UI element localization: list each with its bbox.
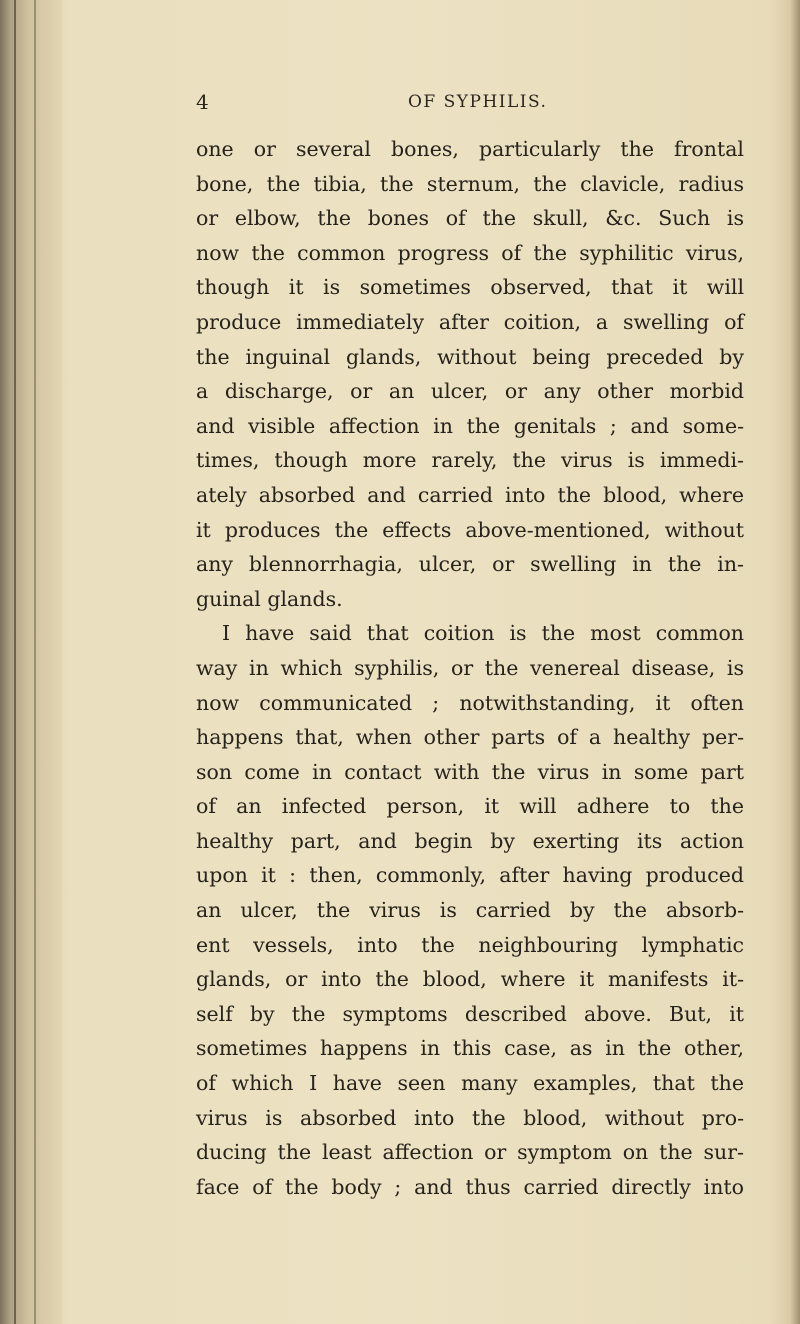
page-header [196, 90, 756, 116]
text-line: of which I have seen many examples, that the [196, 1071, 744, 1096]
binding-line [34, 0, 36, 1324]
text-line: guinal glands. [196, 586, 343, 611]
text-line: and visible affection in the genitals ; and some- [196, 413, 744, 438]
text-line: upon it : then, commonly, after having produced [196, 863, 744, 888]
text-line: the inguinal glands, without being preceded by [196, 344, 744, 369]
text-line: any blennorrhagia, ulcer, or swelling in the in- [196, 552, 744, 577]
text-line: though it is sometimes observed, that it will [196, 275, 744, 300]
text-line: ent vessels, into the neighbouring lymphatic [196, 932, 744, 957]
text-line: times, though more rarely, the virus is immedi- [196, 448, 744, 473]
text-line: I have said that coition is the most common [222, 621, 744, 646]
text-line: sometimes happens in this case, as in the other, [196, 1036, 744, 1061]
page-edge-shadow [790, 0, 800, 1324]
text-line: it produces the effects above-mentioned, without [196, 517, 744, 542]
text-line: an ulcer, the virus is carried by the absorb- [196, 898, 744, 923]
text-line: self by the symptoms described above. But, it [196, 1001, 744, 1026]
body-text [196, 132, 744, 1204]
text-line: healthy part, and begin by exerting its action [196, 828, 744, 853]
binding-line [14, 0, 16, 1324]
text-line: of an infected person, it will adhere to the [196, 794, 744, 819]
text-line: son come in contact with the virus in some part [196, 759, 744, 784]
text-line: now communicated ; notwithstanding, it often [196, 690, 744, 715]
text-line: one or several bones, particularly the frontal [196, 137, 744, 161]
text-line: bone, the tibia, the sternum, the clavicle, radius [196, 171, 744, 196]
text-line: ducing the least affection or symptom on the sur- [196, 1140, 744, 1165]
text-line: now the common progress of the syphilitic virus, [196, 240, 744, 265]
text-line: ately absorbed and carried into the blood, where [196, 482, 744, 507]
text-line: glands, or into the blood, where it manifests it- [196, 967, 744, 992]
page-gutter-shadow [0, 0, 62, 1324]
text-line: a discharge, or an ulcer, or any other morbid [196, 379, 744, 404]
text-line: happens that, when other parts of a healthy per- [196, 725, 744, 750]
text-line: or elbow, the bones of the skull, &c. Such is [196, 206, 744, 231]
page-number: 4 [196, 90, 209, 114]
text-line: face of the body ; and thus carried directly into [196, 1174, 744, 1199]
text-line: produce immediately after coition, a swelling of [196, 309, 744, 334]
text-line: way in which syphilis, or the venereal disease, is [196, 655, 744, 680]
running-head: OF SYPHILIS. [408, 92, 548, 112]
text-line: virus is absorbed into the blood, without pro- [196, 1105, 744, 1130]
